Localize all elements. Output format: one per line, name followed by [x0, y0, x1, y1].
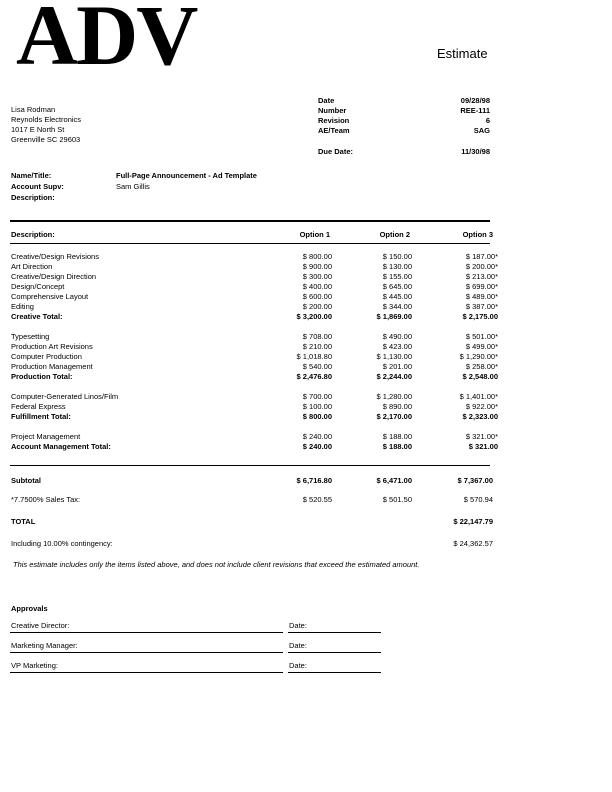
- line-item-option-3: $ 1,290.00*: [459, 352, 498, 361]
- group-total-option-3: $ 2,323.00: [462, 412, 498, 421]
- line-item-option-3: $ 1,401.00*: [459, 392, 498, 401]
- line-item-option-3: $ 922.00*: [465, 402, 498, 411]
- line-item-option-3: $ 213.00*: [465, 272, 498, 281]
- approval-marketing-manager-date-line[interactable]: [288, 652, 381, 653]
- group-total-option-3: $ 2,175.00: [462, 312, 498, 321]
- meta-label-number: Number: [318, 106, 347, 115]
- line-item-description: Creative/Design Direction: [11, 272, 97, 281]
- estimate-note: This estimate includes only the items listed above, and does not include client revisions that exceed the estimated amount.: [13, 560, 420, 569]
- col-header-option-2: Option 2: [379, 230, 410, 239]
- line-item-option-1: $ 900.00: [302, 262, 332, 271]
- tax-label: *7.7500% Sales Tax:: [11, 495, 81, 504]
- line-item-description: Editing: [11, 302, 34, 311]
- tax-option-3: $ 570.94: [463, 495, 493, 504]
- line-item-option-3: $ 499.00*: [465, 342, 498, 351]
- line-item-option-1: $ 240.00: [302, 432, 332, 441]
- due-date-label: Due Date:: [318, 147, 354, 156]
- line-item-option-2: $ 188.00: [382, 432, 412, 441]
- group-total-option-1: $ 2,476.80: [296, 372, 332, 381]
- line-item-description: Project Management: [11, 432, 81, 441]
- line-item-option-3: $ 501.00*: [465, 332, 498, 341]
- line-item-option-2: $ 423.00: [382, 342, 412, 351]
- col-header-description: Description:: [11, 230, 55, 239]
- client-street: 1017 E North St: [11, 125, 65, 134]
- line-item-option-3: $ 321.00*: [465, 432, 498, 441]
- approval-creative-director-date-line[interactable]: [288, 632, 381, 633]
- approval-vp-marketing-date-label: Date:: [289, 661, 307, 670]
- due-date-value: 11/30/98: [461, 147, 490, 156]
- line-item-description: Creative/Design Revisions: [11, 252, 99, 261]
- line-item-option-3: $ 200.00*: [465, 262, 498, 271]
- document-title: Estimate: [437, 46, 488, 61]
- line-item-option-2: $ 490.00: [382, 332, 412, 341]
- line-item-option-2: $ 445.00: [382, 292, 412, 301]
- grand-total-label: TOTAL: [11, 517, 36, 526]
- approval-vp-marketing-line[interactable]: [10, 672, 283, 673]
- group-total-option-3: $ 321.00: [468, 442, 498, 451]
- job-label-description: Description:: [11, 193, 55, 202]
- meta-value-date: 09/28/98: [460, 96, 490, 105]
- line-item-option-1: $ 600.00: [302, 292, 332, 301]
- approval-vp-marketing-label: VP Marketing:: [11, 661, 58, 670]
- line-item-option-3: $ 187.00*: [465, 252, 498, 261]
- group-total-option-2: $ 2,244.00: [376, 372, 412, 381]
- subtotal-rule: [10, 465, 490, 466]
- approval-creative-director-date-label: Date:: [289, 621, 307, 630]
- contingency-value: $ 24,362.57: [453, 539, 493, 548]
- line-item-option-2: $ 344.00: [382, 302, 412, 311]
- line-item-option-2: $ 201.00: [382, 362, 412, 371]
- job-value-name: Full-Page Announcement - Ad Template: [116, 171, 257, 180]
- meta-value-revision: 6: [485, 116, 490, 125]
- group-total-description: Fulfillment Total:: [11, 412, 71, 421]
- line-item-description: Typesetting: [11, 332, 50, 341]
- col-header-option-3: Option 3: [462, 230, 493, 239]
- line-item-option-1: $ 210.00: [302, 342, 332, 351]
- meta-label-date: Date: [318, 96, 335, 105]
- tax-option-2: $ 501.50: [382, 495, 412, 504]
- line-item-option-2: $ 130.00: [382, 262, 412, 271]
- job-label-supervisor: Account Supv:: [11, 182, 64, 191]
- line-item-description: Design/Concept: [11, 282, 65, 291]
- line-item-option-2: $ 1,280.00: [376, 392, 412, 401]
- line-item-option-1: $ 540.00: [302, 362, 332, 371]
- job-values: [116, 170, 257, 192]
- subtotal-option-3: $ 7,367.00: [457, 476, 493, 485]
- line-item-option-2: $ 890.00: [382, 402, 412, 411]
- client-name: Lisa Rodman: [11, 105, 56, 114]
- line-item-description: Computer-Generated Linos/Film: [11, 392, 119, 401]
- approval-marketing-manager-label: Marketing Manager:: [11, 641, 78, 650]
- job-label-name: Name/Title:: [11, 171, 52, 180]
- line-item-option-1: $ 700.00: [302, 392, 332, 401]
- client-city: Greenville SC 29603: [11, 135, 81, 144]
- approval-marketing-manager-date-label: Date:: [289, 641, 307, 650]
- subtotal-option-2: $ 6,471.00: [376, 476, 412, 485]
- meta-value-team: SAG: [473, 126, 490, 135]
- job-labels: [11, 170, 64, 203]
- company-logo: ADV: [16, 0, 197, 83]
- client-address: [11, 105, 81, 145]
- line-item-option-1: $ 1,018.80: [296, 352, 332, 361]
- line-item-option-1: $ 400.00: [302, 282, 332, 291]
- line-item-description: Production Management: [11, 362, 93, 371]
- approval-vp-marketing-date-line[interactable]: [288, 672, 381, 673]
- group-total-option-1: $ 240.00: [302, 442, 332, 451]
- line-item-option-2: $ 155.00: [382, 272, 412, 281]
- line-item-option-3: $ 387.00*: [465, 302, 498, 311]
- line-item-option-1: $ 100.00: [302, 402, 332, 411]
- line-item-description: Production Art Revisions: [11, 342, 93, 351]
- line-item-description: Comprehensive Layout: [11, 292, 89, 301]
- contingency-label: Including 10.00% contingency:: [11, 539, 113, 548]
- approval-marketing-manager-line[interactable]: [10, 652, 283, 653]
- group-total-description: Account Management Total:: [11, 442, 111, 451]
- line-item-option-1: $ 800.00: [302, 252, 332, 261]
- line-item-option-3: $ 258.00*: [465, 362, 498, 371]
- grand-total-value: $ 22,147.79: [453, 517, 493, 526]
- group-total-description: Creative Total:: [11, 312, 63, 321]
- line-item-option-3: $ 489.00*: [465, 292, 498, 301]
- meta-label-team: AE/Team: [318, 126, 350, 135]
- meta-labels: [318, 96, 350, 136]
- line-item-option-1: $ 300.00: [302, 272, 332, 281]
- subtotal-option-1: $ 6,716.80: [296, 476, 332, 485]
- group-total-option-2: $ 1,869.00: [376, 312, 412, 321]
- line-item-description: Federal Express: [11, 402, 66, 411]
- line-item-option-3: $ 699.00*: [465, 282, 498, 291]
- table-top-rule: [10, 220, 490, 222]
- line-item-description: Computer Production: [11, 352, 82, 361]
- col-header-option-1: Option 1: [299, 230, 330, 239]
- approval-creative-director-label: Creative Director:: [11, 621, 70, 630]
- approval-creative-director-line[interactable]: [10, 632, 283, 633]
- group-total-option-1: $ 800.00: [302, 412, 332, 421]
- group-total-option-1: $ 3,200.00: [296, 312, 332, 321]
- meta-label-revision: Revision: [318, 116, 350, 125]
- group-total-description: Production Total:: [11, 372, 73, 381]
- line-item-option-2: $ 1,130.00: [376, 352, 412, 361]
- subtotal-label: Subtotal: [11, 476, 41, 485]
- group-total-option-3: $ 2,548.00: [462, 372, 498, 381]
- job-value-supervisor: Sam Gillis: [116, 182, 150, 191]
- table-header-rule: [10, 243, 490, 244]
- client-company: Reynolds Electronics: [11, 115, 82, 124]
- line-item-option-1: $ 200.00: [302, 302, 332, 311]
- meta-values: [420, 96, 490, 136]
- approvals-title: Approvals: [11, 604, 48, 613]
- line-item-option-2: $ 645.00: [382, 282, 412, 291]
- line-item-option-2: $ 150.00: [382, 252, 412, 261]
- meta-value-number: REE-111: [460, 106, 490, 115]
- tax-option-1: $ 520.55: [302, 495, 332, 504]
- line-item-option-1: $ 708.00: [302, 332, 332, 341]
- line-item-description: Art Direction: [11, 262, 53, 271]
- group-total-option-2: $ 188.00: [382, 442, 412, 451]
- group-total-option-2: $ 2,170.00: [376, 412, 412, 421]
